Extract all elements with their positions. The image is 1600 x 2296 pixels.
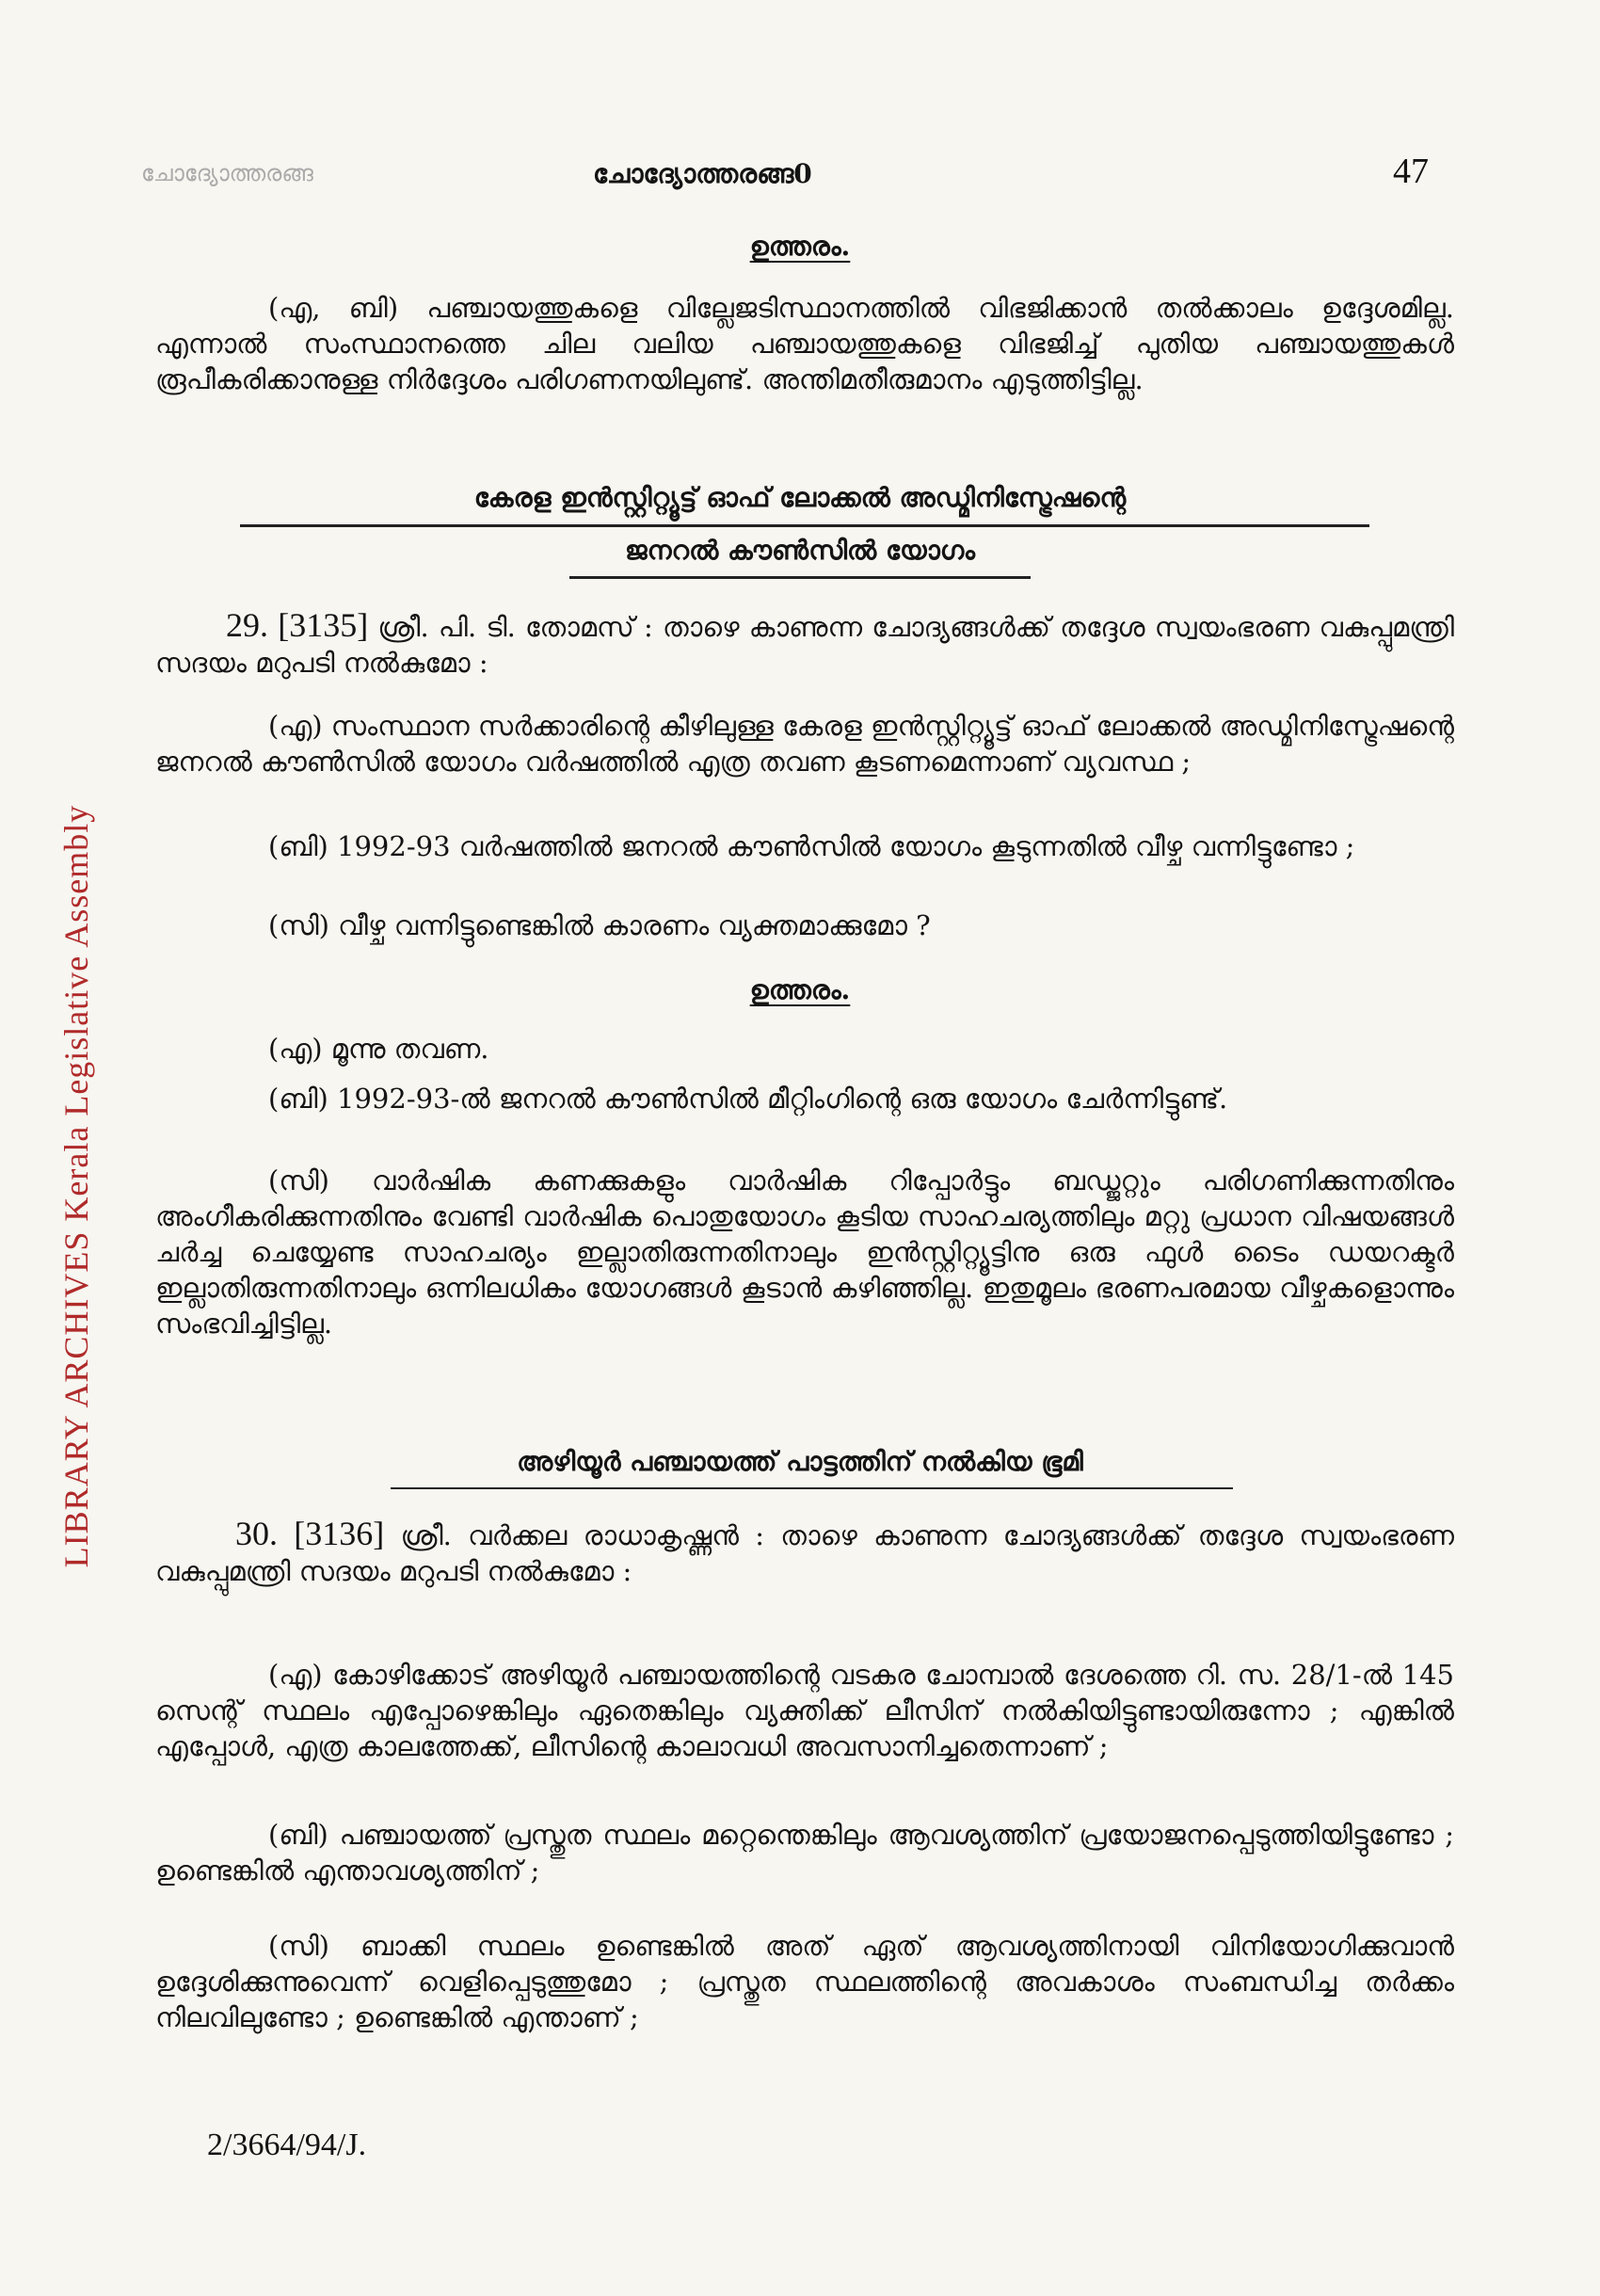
library-archives-watermark: LIBRARY ARCHIVES Kerala Legislative Assembly: [57, 804, 95, 1568]
answer-29-a: (എ) മൂന്നു തവണ.: [268, 1033, 489, 1065]
section-title-azhiyur-underline: [391, 1487, 1233, 1489]
answer-29-b: (ബി) 1992-93-ൽ ജനറൽ കൗൺസിൽ മീറ്റിംഗിന്റെ ഒരു യോഗം ചേർന്നിട്ടുണ്ട്.: [268, 1083, 1228, 1115]
question-29-a: (എ) സംസ്ഥാന സർക്കാരിന്റെ കീഴിലുള്ള കേരള ഇൻസ്റ്റിറ്റ്യൂട്ട് ഓഫ് ലോക്കൽ അഡ്മിനിസ്ട്രേഷന്റെ ജനറൽ കൗൺസിൽ യോഗം വർഷത്തിൽ എത്ര തവണ കൂടണമെന്നാണ് വ്യവസ്ഥ ;: [155, 710, 1454, 778]
answer-paragraph-1: (എ, ബി) പഞ്ചായത്തുകളെ വില്ലേജടിസ്ഥാനത്തിൽ വിഭജിക്കാൻ തൽക്കാലം ഉദ്ദേശമില്ല. എന്നാൽ സംസ്ഥാനത്തെ ചില വലിയ പഞ്ചായത്തുകളെ വിഭജിച്ച് പുതിയ പഞ്ചായത്തുകൾ രൂപീകരിക്കാനുള്ള നിർദ്ദേശം പരിഗണനയിലുണ്ട്. അന്തിമതീരുമാനം എടുത്തിട്ടില്ല.: [155, 292, 1454, 395]
section-title-azhiyur: അഴിയൂർ പഞ്ചായത്ത് പാട്ടത്തിന് നൽകിയ ഭൂമി: [517, 1446, 1083, 1477]
page-number: 47: [1393, 152, 1429, 191]
question-29-b: (ബി) 1992-93 വർഷത്തിൽ ജനറൽ കൗൺസിൽ യോഗം കൂടുന്നതിൽ വീഴ്ച വന്നിട്ടുണ്ടോ ;: [268, 830, 1355, 862]
question-29-c: (സി) വീഴ്ച വന്നിട്ടുണ്ടെങ്കിൽ കാരണം വ്യക്തമാക്കുമോ ?: [268, 909, 931, 941]
question-29-intro: 29. [3135] ശ്രീ. പി. ടി. തോമസ് : താഴെ കാണുന്ന ചോദ്യങ്ങൾക്ക് തദ്ദേശ സ്വയംഭരണ വകുപ്പുമന്ത്രി സദയം മറുപടി നൽകുമോ :: [155, 606, 1455, 679]
document-reference: 2/3664/94/J.: [207, 2127, 367, 2162]
question-30-b: (ബി) പഞ്ചായത്ത് പ്രസ്തുത സ്ഥലം മറ്റെന്തെങ്കിലും ആവശ്യത്തിന് പ്രയോജനപ്പെടുത്തിയിട്ടുണ്ടോ ; ഉണ്ടെങ്കിൽ എന്താവശ്യത്തിന് ;: [155, 1819, 1454, 1887]
section-title-kila-line2: ജനറൽ കൗൺസിൽ യോഗം: [625, 535, 975, 566]
header-faint-text: ചോദ്യോത്തരങ്ങ: [141, 160, 313, 186]
page-header-title: ചോദ്യോത്തരങ്ങ0: [593, 158, 812, 189]
answer-29-c: (സി) വാർഷിക കണക്കുകളും വാർഷിക റിപ്പോർട്ടും ബഡ്ജറ്റും പരിഗണിക്കുന്നതിനും അംഗീകരിക്കുന്നതിനും വേണ്ടി വാർഷിക പൊതുയോഗം കൂടിയ സാഹചര്യത്തിലും മറ്റു പ്രധാന വിഷയങ്ങൾ ചർച്ച ചെയ്യേണ്ട സാഹചര്യം ഇല്ലാതിരുന്നതിനാലും ഇൻസ്റ്റിറ്റ്യൂട്ടിനു ഒരു ഫുൾ ടൈം ഡയറക്ടർ ഇല്ലാതിരുന്നതിനാലും ഒന്നിലധികം യോഗങ്ങൾ കൂടാൻ കഴിഞ്ഞില്ല. ഇതുമൂലം ഭരണപരമായ വീഴ്ചകളൊന്നും സംഭവിച്ചിട്ടില്ല.: [155, 1164, 1454, 1340]
question-30-c: (സി) ബാക്കി സ്ഥലം ഉണ്ടെങ്കിൽ അത് ഏത് ആവശ്യത്തിനായി വിനിയോഗിക്കുവാൻ ഉദ്ദേശിക്കുന്നുവെന്ന് വെളിപ്പെടുത്തുമോ ; പ്രസ്തുത സ്ഥലത്തിന്റെ അവകാശം സംബന്ധിച്ച തർക്കം നിലവിലുണ്ടോ ; ഉണ്ടെങ്കിൽ എന്താണ് ;: [155, 1930, 1455, 2033]
section-title-underline: [569, 576, 1031, 579]
answer-heading-29: ഉത്തരം.: [749, 974, 851, 1005]
section-title-kila-line1: കേരള ഇൻസ്റ്റിറ്റ്യൂട്ട് ഓഫ് ലോക്കൽ അഡ്മിനിസ്ട്രേഷന്റെ: [473, 482, 1127, 513]
answer-heading-1: ഉത്തരം.: [749, 231, 851, 262]
question-30-a: (എ) കോഴിക്കോട് അഴിയൂർ പഞ്ചായത്തിന്റെ വടകര ചോമ്പാൽ ദേശത്തെ റി. സ. 28/1-ൽ 145 സെന്റ് സ്ഥലം എപ്പോഴെങ്കിലും ഏതെങ്കിലും വ്യക്തിക്ക് ലീസിന് നൽകിയിട്ടുണ്ടായിരുന്നോ ; എങ്കിൽ എപ്പോൾ, എത്ര കാലത്തേക്ക്, ലീസിന്റെ കാലാവധി അവസാനിച്ചതെന്നാണ് ;: [155, 1659, 1454, 1762]
section-title-rule: [240, 524, 1369, 527]
question-30-intro: 30. [3136] ശ്രീ. വർക്കല രാധാകൃഷ്ണൻ : താഴെ കാണുന്ന ചോദ്യങ്ങൾക്ക് തദ്ദേശ സ്വയംഭരണ വകുപ്പുമന്ത്രി സദയം മറുപടി നൽകുമോ :: [155, 1515, 1455, 1587]
